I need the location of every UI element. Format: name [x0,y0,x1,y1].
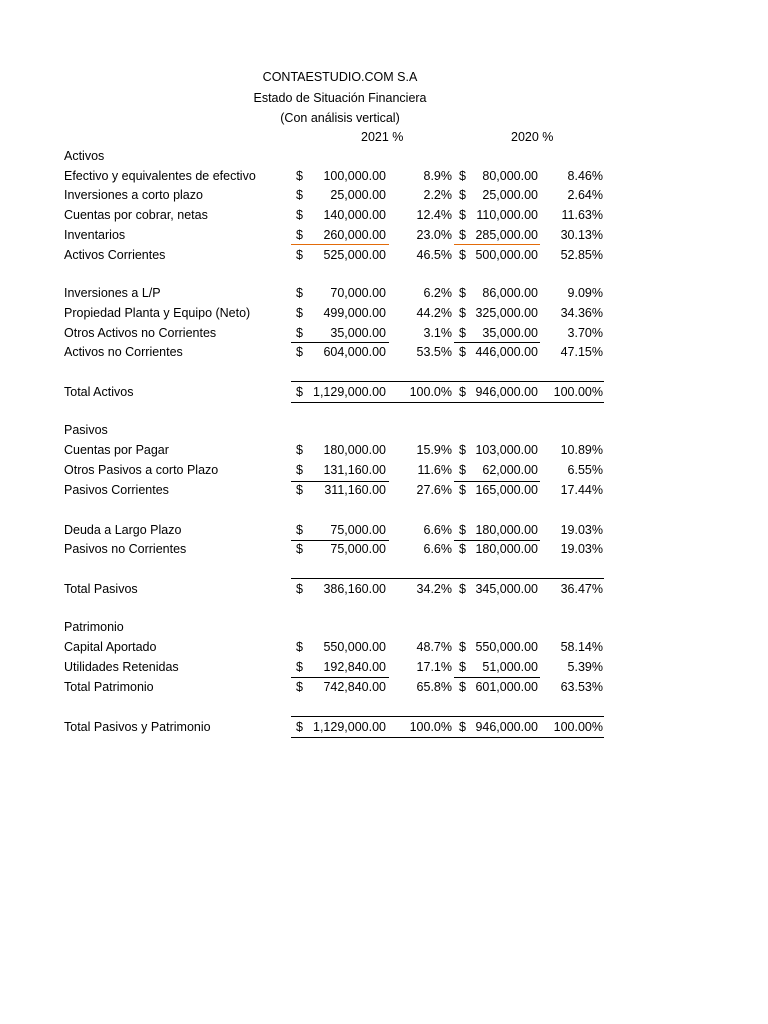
total-underline [291,381,604,382]
percent-2021: 100.0% [409,385,452,399]
total-underline [291,578,604,579]
amount-2021: 25,000.00 [330,188,386,202]
amount-2020: 180,000.00 [475,523,538,537]
percent-2020: 36.47% [560,582,603,596]
amount-2020: 946,000.00 [475,720,538,734]
amount-2021: 75,000.00 [330,523,386,537]
percent-2020: 47.15% [560,345,603,359]
table-row [0,617,768,637]
currency-2020: $ [459,345,466,359]
table-row [0,657,768,677]
percent-2020: 52.85% [560,248,603,262]
total-underline [291,716,604,717]
currency-2021: $ [296,640,303,654]
currency-2021: $ [296,720,303,734]
percent-2021: 27.6% [416,483,452,497]
percent-2020: 11.63% [561,208,603,222]
company-name: CONTAESTUDIO.COM S.A [262,70,418,84]
percent-2020: 100.00% [553,385,603,399]
percent-2020: 58.14% [560,640,603,654]
currency-2020: $ [459,523,466,537]
total-underline [291,402,604,403]
row-label: Propiedad Planta y Equipo (Neto) [64,306,251,320]
highlight-underline [454,244,540,245]
amount-2021: 604,000.00 [323,345,386,359]
percent-2020: 2.64% [567,188,603,202]
percent-2021: 17.1% [416,660,452,674]
percent-2021: 65.8% [416,680,452,694]
table-row [0,225,768,245]
currency-2020: $ [459,286,466,300]
highlight-underline [291,244,389,245]
currency-2021: $ [296,345,303,359]
percent-2020: 9.09% [567,286,603,300]
amount-2020: 165,000.00 [475,483,538,497]
table-row [0,146,768,166]
amount-2021: 742,840.00 [323,680,386,694]
currency-2021: $ [296,248,303,262]
year-2020-header: 2020 % [511,130,554,144]
table-row [0,342,768,362]
amount-2021: 525,000.00 [323,248,386,262]
percent-2020: 3.70% [567,326,603,340]
total-underline [291,540,389,541]
percent-2020: 34.36% [560,306,603,320]
percent-2020: 6.55% [567,463,603,477]
row-label: Otros Pasivos a corto Plazo [64,463,219,477]
amount-2020: 180,000.00 [475,542,538,556]
amount-2020: 345,000.00 [475,582,538,596]
row-label: Utilidades Retenidas [64,660,179,674]
currency-2021: $ [296,443,303,457]
currency-2021: $ [296,385,303,399]
percent-2020: 19.03% [560,542,603,556]
table-row [0,637,768,657]
percent-2021: 6.2% [423,286,452,300]
amount-2020: 285,000.00 [475,228,538,242]
percent-2020: 5.39% [567,660,603,674]
percent-2021: 6.6% [423,542,452,556]
amount-2021: 311,160.00 [324,483,386,497]
row-label: Efectivo y equivalentes de efectivo [64,169,256,183]
total-underline [454,481,540,482]
amount-2020: 601,000.00 [475,680,538,694]
percent-2021: 44.2% [416,306,452,320]
currency-2020: $ [459,542,466,556]
amount-2020: 51,000.00 [482,660,538,674]
row-label: Inversiones a corto plazo [64,188,203,202]
currency-2021: $ [296,208,303,222]
amount-2020: 446,000.00 [475,345,538,359]
row-label: Pasivos [64,423,108,437]
total-underline [454,540,540,541]
percent-2021: 53.5% [416,345,452,359]
amount-2020: 25,000.00 [482,188,538,202]
row-label: Inversiones a L/P [64,286,161,300]
currency-2020: $ [459,463,466,477]
statement-subtitle: (Con análisis vertical) [280,111,400,125]
currency-2021: $ [296,228,303,242]
currency-2020: $ [459,326,466,340]
currency-2021: $ [296,169,303,183]
percent-2020: 30.13% [560,228,603,242]
currency-2021: $ [296,680,303,694]
row-label: Total Pasivos [64,582,138,596]
row-label: Total Activos [64,385,134,399]
amount-2021: 260,000.00 [323,228,386,242]
percent-2021: 48.7% [416,640,452,654]
table-row [0,303,768,323]
year-2021-header: 2021 % [361,130,404,144]
amount-2021: 1,129,000.00 [313,385,386,399]
amount-2020: 62,000.00 [482,463,538,477]
amount-2020: 35,000.00 [482,326,538,340]
percent-2020: 19.03% [560,523,603,537]
row-label: Inventarios [64,228,126,242]
currency-2020: $ [459,720,466,734]
amount-2021: 1,129,000.00 [313,720,386,734]
row-label: Total Pasivos y Patrimonio [64,720,211,734]
amount-2021: 131,160.00 [323,463,386,477]
percent-2021: 46.5% [416,248,452,262]
currency-2020: $ [459,582,466,596]
amount-2020: 86,000.00 [482,286,538,300]
percent-2021: 12.4% [416,208,452,222]
table-row [0,539,768,559]
row-label: Activos Corrientes [64,248,166,262]
amount-2020: 110,000.00 [476,208,538,222]
currency-2021: $ [296,286,303,300]
amount-2021: 35,000.00 [330,326,386,340]
percent-2020: 10.89% [560,443,603,457]
amount-2020: 80,000.00 [482,169,538,183]
amount-2021: 192,840.00 [323,660,386,674]
currency-2021: $ [296,542,303,556]
currency-2021: $ [296,463,303,477]
percent-2021: 3.1% [423,326,452,340]
row-label: Otros Activos no Corrientes [64,326,217,340]
currency-2021: $ [296,582,303,596]
table-row [0,440,768,460]
row-label: Deuda a Largo Plazo [64,523,182,537]
table-row [0,460,768,480]
currency-2021: $ [296,326,303,340]
table-row [0,480,768,500]
currency-2021: $ [296,483,303,497]
currency-2020: $ [459,188,466,202]
amount-2021: 550,000.00 [323,640,386,654]
percent-2020: 100.00% [553,720,603,734]
percent-2020: 63.53% [560,680,603,694]
percent-2020: 17.44% [560,483,603,497]
currency-2020: $ [459,680,466,694]
amount-2020: 325,000.00 [475,306,538,320]
amount-2021: 100,000.00 [323,169,386,183]
total-underline [454,677,540,678]
table-row [0,323,768,343]
percent-2021: 6.6% [423,523,452,537]
currency-2020: $ [459,385,466,399]
table-row [0,420,768,440]
percent-2021: 2.2% [423,188,452,202]
amount-2021: 386,160.00 [323,582,386,596]
table-row [0,382,768,402]
currency-2020: $ [459,248,466,262]
table-row [0,205,768,225]
currency-2021: $ [296,306,303,320]
currency-2020: $ [459,640,466,654]
table-row [0,283,768,303]
row-label: Total Patrimonio [64,680,154,694]
table-row [0,166,768,186]
amount-2020: 103,000.00 [475,443,538,457]
total-underline [454,342,540,343]
row-label: Cuentas por cobrar, netas [64,208,208,222]
total-underline [291,677,389,678]
percent-2021: 23.0% [416,228,452,242]
amount-2020: 550,000.00 [475,640,538,654]
amount-2021: 75,000.00 [330,542,386,556]
total-underline [291,737,604,738]
currency-2020: $ [459,483,466,497]
row-label: Pasivos no Corrientes [64,542,187,556]
currency-2020: $ [459,660,466,674]
percent-2021: 34.2% [416,582,452,596]
table-row [0,717,768,737]
statement-title: Estado de Situación Financiera [253,91,427,105]
percent-2021: 11.6% [417,463,452,477]
table-row [0,677,768,697]
row-label: Activos [64,149,105,163]
percent-2021: 100.0% [409,720,452,734]
amount-2020: 946,000.00 [475,385,538,399]
row-label: Activos no Corrientes [64,345,183,359]
table-row [0,520,768,540]
table-row [0,245,768,265]
amount-2021: 499,000.00 [323,306,386,320]
total-underline [291,481,389,482]
currency-2020: $ [459,208,466,222]
row-label: Capital Aportado [64,640,157,654]
row-label: Cuentas por Pagar [64,443,169,457]
currency-2020: $ [459,169,466,183]
amount-2021: 140,000.00 [323,208,386,222]
currency-2021: $ [296,523,303,537]
table-row [0,185,768,205]
amount-2020: 500,000.00 [475,248,538,262]
amount-2021: 180,000.00 [323,443,386,457]
currency-2020: $ [459,228,466,242]
table-row [0,579,768,599]
amount-2021: 70,000.00 [330,286,386,300]
row-label: Pasivos Corrientes [64,483,169,497]
currency-2020: $ [459,306,466,320]
total-underline [291,342,389,343]
currency-2020: $ [459,443,466,457]
percent-2021: 8.9% [423,169,452,183]
currency-2021: $ [296,188,303,202]
row-label: Patrimonio [64,620,124,634]
percent-2020: 8.46% [567,169,603,183]
percent-2021: 15.9% [416,443,452,457]
currency-2021: $ [296,660,303,674]
